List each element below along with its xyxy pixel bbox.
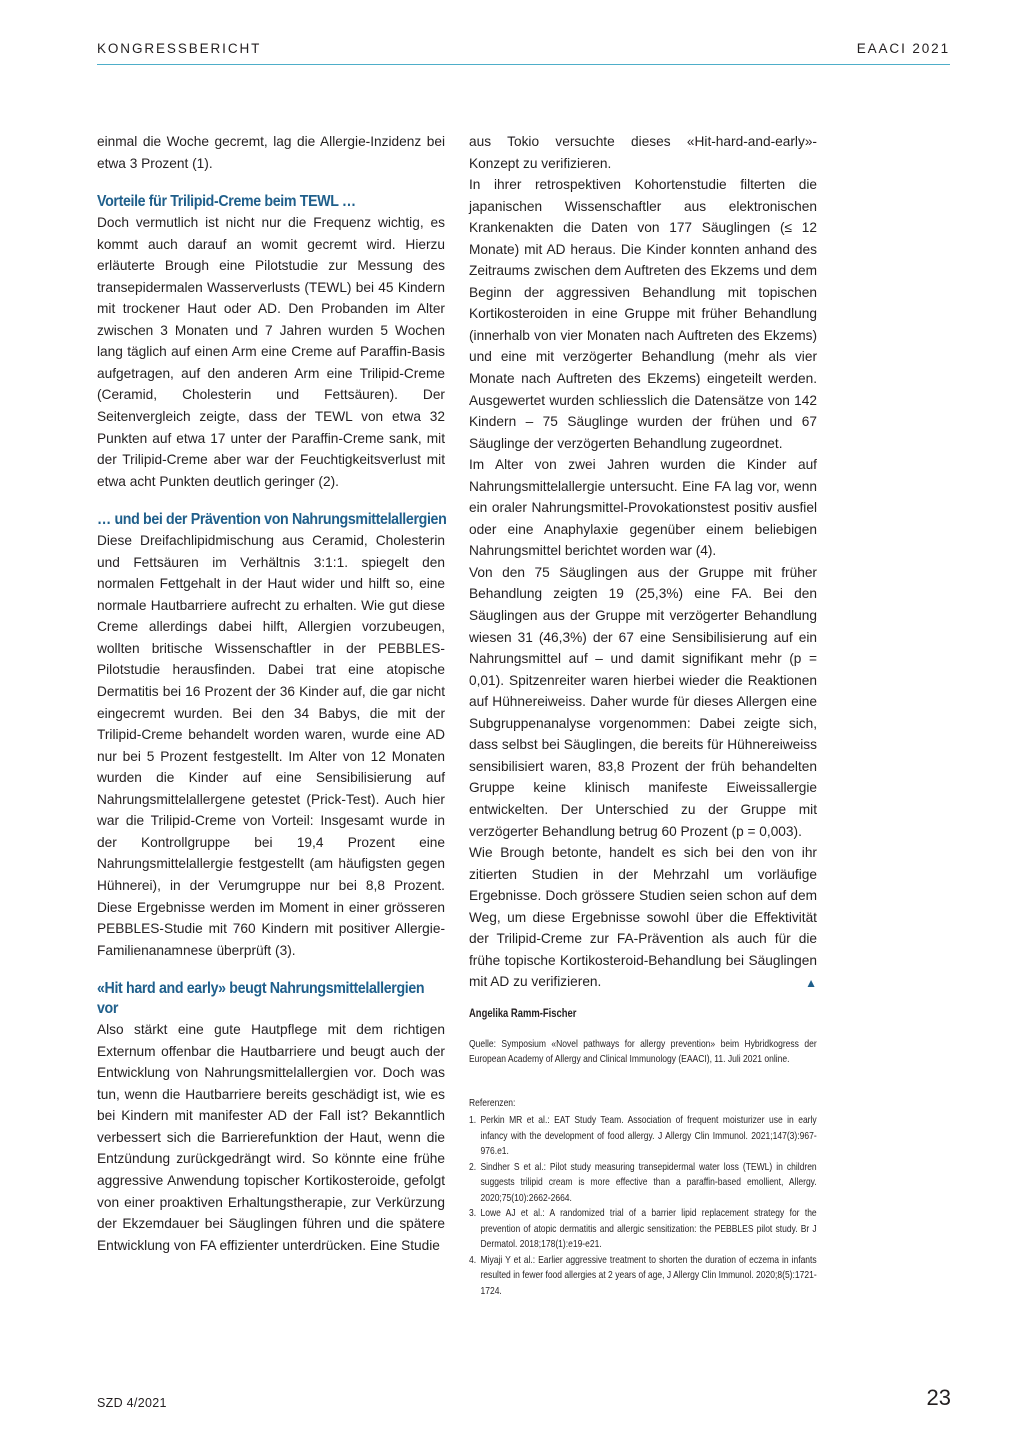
references [469, 1096, 817, 1300]
section-heading: Vorteile für Trilipid-Creme beim TEWL … [97, 193, 356, 211]
author-name: Angelika Ramm-Fischer [469, 1007, 577, 1020]
paragraph: In ihrer retrospektiven Kohortenstudie filterten die japanischen Wissenschaftler aus elektronischen Krankenakten die Daten von 177 Säuglingen (≤ 12 Monate) mit AD heraus. Die Kinder konnten anhand des Zeitraums zwischen dem Auftreten des Ekzems und dem Beginn der aggressiven Behandlung mit topischen Kortikosteroiden in eine Gruppe mit früher Behandlung (innerhalb von vier Monaten nach Auftreten des Ekzems) und eine mit verzögerter Behandlung (mehr als vier Monate nach Auftreten des Ekzems) eingeteilt werden. Ausgewertet wurden schliesslich die Datensätze von 142 Kindern – 75 Säuglinge wurden der frühen und 67 Säuglinge der verzögerten Behandlung zugeordnet. [469, 177, 817, 451]
paragraph-with-end-mark [469, 842, 817, 993]
paragraph: Also stärkt eine gute Hautpflege mit dem richtigen Externum offenbar die Hautbarriere und beugt auch der Entwicklung von Nahrungsmittelallergien vor. Doch was tun, wenn die Hautbarriere bereits geschädigt ist, wie es bei Kindern mit manifester AD der Fall ist? Bekanntlich verbessert sich die Barrierefunktion der Haut, wenn die Entzündung zurückgedrängt wird. So könnte eine frühe aggressive Anwendung topischer Kortikosteroide, gefolgt von einer proaktiven Erhaltungstherapie, zur Verkürzung der Ekzemdauer bei Säuglingen führen und die spätere Entwicklung von FA effizienter unterdrücken. Eine Studie [97, 1022, 445, 1253]
reference-number: 2. [469, 1161, 477, 1173]
congress-label: EAACI 2021 [856, 41, 950, 56]
references-title: Referenzen: [469, 1097, 516, 1109]
right-column [469, 131, 817, 1299]
source-note: Quelle: Symposium «Novel pathways for allergy prevention» beim Hybridkogress der European Academy of Allergy and Clinical Immunology (EAACI), 11. Juli 2021 online. [469, 1038, 817, 1066]
reference-number: 1. [469, 1115, 477, 1127]
page-header [97, 38, 950, 65]
paragraph: Im Alter von zwei Jahren wurden die Kinder auf Nahrungsmittelallergie untersucht. Eine FA lag vor, wenn ein oraler Nahrungsmittel-Provokationstest positiv ausfiel oder eine Anaphylaxie gegenüber einem beliebigen Nahrungsmittel berichtet worden war (4). [469, 457, 817, 559]
page-number: 23 [926, 1385, 951, 1410]
reference-text: Miyaji Y et al.: Earlier aggressive treatment to shorten the duration of eczema in infants resulted in fewer food allergies at 2 years of age, J Allergy Clin Immunol. 2020;8(5):1721-1724. [480, 1254, 817, 1297]
paragraph: einmal die Woche gecremt, lag die Allergie-Inzidenz bei etwa 3 Prozent (1). [97, 134, 445, 171]
section-heading: «Hit hard and early» beugt Nahrungsmittelallergien vor [97, 980, 425, 1018]
reference-text: Sindher S et al.: Pilot study measuring transepidermal water loss (TEWL) in children suggests trilipid cream is more effective than a paraffin-based emollient, Allergy. 2020;75(10):2662-2664. [480, 1161, 817, 1204]
reference-item [469, 1113, 817, 1160]
section-label: KONGRESSBERICHT [97, 41, 262, 56]
left-column [97, 131, 445, 1256]
reference-text: Perkin MR et al.: EAT Study Team. Association of frequent moisturizer use in early infancy with the development of food allergy. J Allergy Clin Immunol. 2021;147(3):967-976.e1. [480, 1115, 817, 1158]
reference-number: 3. [469, 1208, 477, 1220]
issue-label: SZD 4/2021 [97, 1396, 167, 1410]
section-heading: … und bei der Prävention von Nahrungsmittelallergien [97, 511, 447, 529]
end-of-article-icon: ▲ [805, 976, 817, 991]
reference-text: Lowe AJ et al.: A randomized trial of a barrier lipid replacement strategy for the prevention of atopic dermatitis and allergic sensitization: the PEBBLES pilot study. Br J Dermatol. 2018;178(1):e19-e21. [480, 1208, 817, 1251]
paragraph-text: Wie Brough betonte, handelt es sich bei den von ihr zitierten Studien in der Mehrzahl um vorläufige Ergebnisse. Doch grössere Studien seien schon auf dem Weg, um diese Ergebnisse sowohl über die Effektivität der Trilipid-Creme zur FA-Prävention als auch für die frühe topische Kortikosteroid-Behandlung bei Säuglingen mit AD zu verifizieren. [469, 845, 817, 990]
reference-item [469, 1160, 817, 1207]
reference-number: 4. [469, 1254, 477, 1266]
reference-item [469, 1206, 817, 1253]
paragraph: aus Tokio versuchte dieses «Hit-hard-and-early»-Konzept zu verifizieren. [469, 134, 817, 171]
reference-item [469, 1253, 817, 1300]
paragraph: Von den 75 Säuglingen aus der Gruppe mit früher Behandlung zeigten 19 (25,3%) eine FA. Bei den Säuglingen aus der Gruppe mit verzögerter Behandlung wiesen 31 (46,3%) der 67 eine Sensibilisierung auf ein Nahrungsmittel auf – und damit signifikant mehr (p = 0,01). Spitzenreiter waren hierbei wieder die Reaktionen auf Hühnereiweiss. Daher wurde für dieses Allergen eine Subgruppenanalyse vorgenommen: Dabei zeigte sich, dass selbst bei Säuglingen, die bereits für Hühnereiweiss sensibilisiert waren, 83,8 Prozent der früh behandelten Gruppe keine klinisch manifeste Eiweissallergie entwickelten. Der Unterschied zu der Gruppe mit verzögerter Behandlung betrug 60 Prozent (p = 0,003). [469, 564, 817, 839]
paragraph: Doch vermutlich ist nicht nur die Frequenz wichtig, es kommt auch darauf an womit gecremt wird. Hierzu erläuterte Brough eine Pilotstudie zur Messung des transepidermalen Wasserverlusts (TEWL) bei 45 Kindern mit trockener Haut oder AD. Den Probanden im Alter zwischen 3 Monaten und 7 Jahren wurden 5 Wochen lang täglich auf einen Arm eine Creme auf Paraffin-Basis aufgetragen, auf den anderen Arm eine Trilipid-Creme (Ceramid, Cholesterin und Fettsäuren). Der Seitenvergleich zeigte, dass der TEWL von etwa 32 Punkten auf etwa 17 unter der Paraffin-Creme sank, mit der Trilipid-Creme aber war der Feuchtigkeitsverlust mit etwa acht Punkten deutlich geringer (2). [97, 215, 445, 489]
paragraph: Diese Dreifachlipidmischung aus Ceramid, Cholesterin und Fettsäuren im Verhältnis 3:1:1. spiegelt den normalen Fettgehalt in der Haut wider und hilft so, eine normale Hautbarriere aufrecht zu erhalten. Wie gut diese Creme allerdings dabei hilft, Allergien vorzubeugen, wollten britische Wissenschaftler in der PEBBLES-Pilotstudie herausfinden. Dabei trat eine atopische Dermatitis bei 16 Prozent der 36 Kinder auf, die gar nicht eingecremt wurden. Bei den 34 Babys, die mit der Trilipid-Creme behandelt worden waren, wurde eine AD nur bei 5 Prozent festgestellt. Im Alter von 12 Monaten wurden die Kinder auf eine Sensibilisierung auf Nahrungsmittelallergene getestet (Prick-Test). Auch hier war die Trilipid-Creme von Vorteil: Insgesamt wurde in der Kontrollgruppe bei 19,4 Prozent eine Nahrungsmittelallergie festgestellt (am häufigsten gegen Hühnerei), in der Verumgruppe nur bei 8,8 Prozent. Diese Ergebnisse werden im Moment in einer grösseren PEBBLES-Studie mit 760 Kindern mit positiver Allergie-Familienanamnese überprüft (3). [97, 533, 445, 958]
